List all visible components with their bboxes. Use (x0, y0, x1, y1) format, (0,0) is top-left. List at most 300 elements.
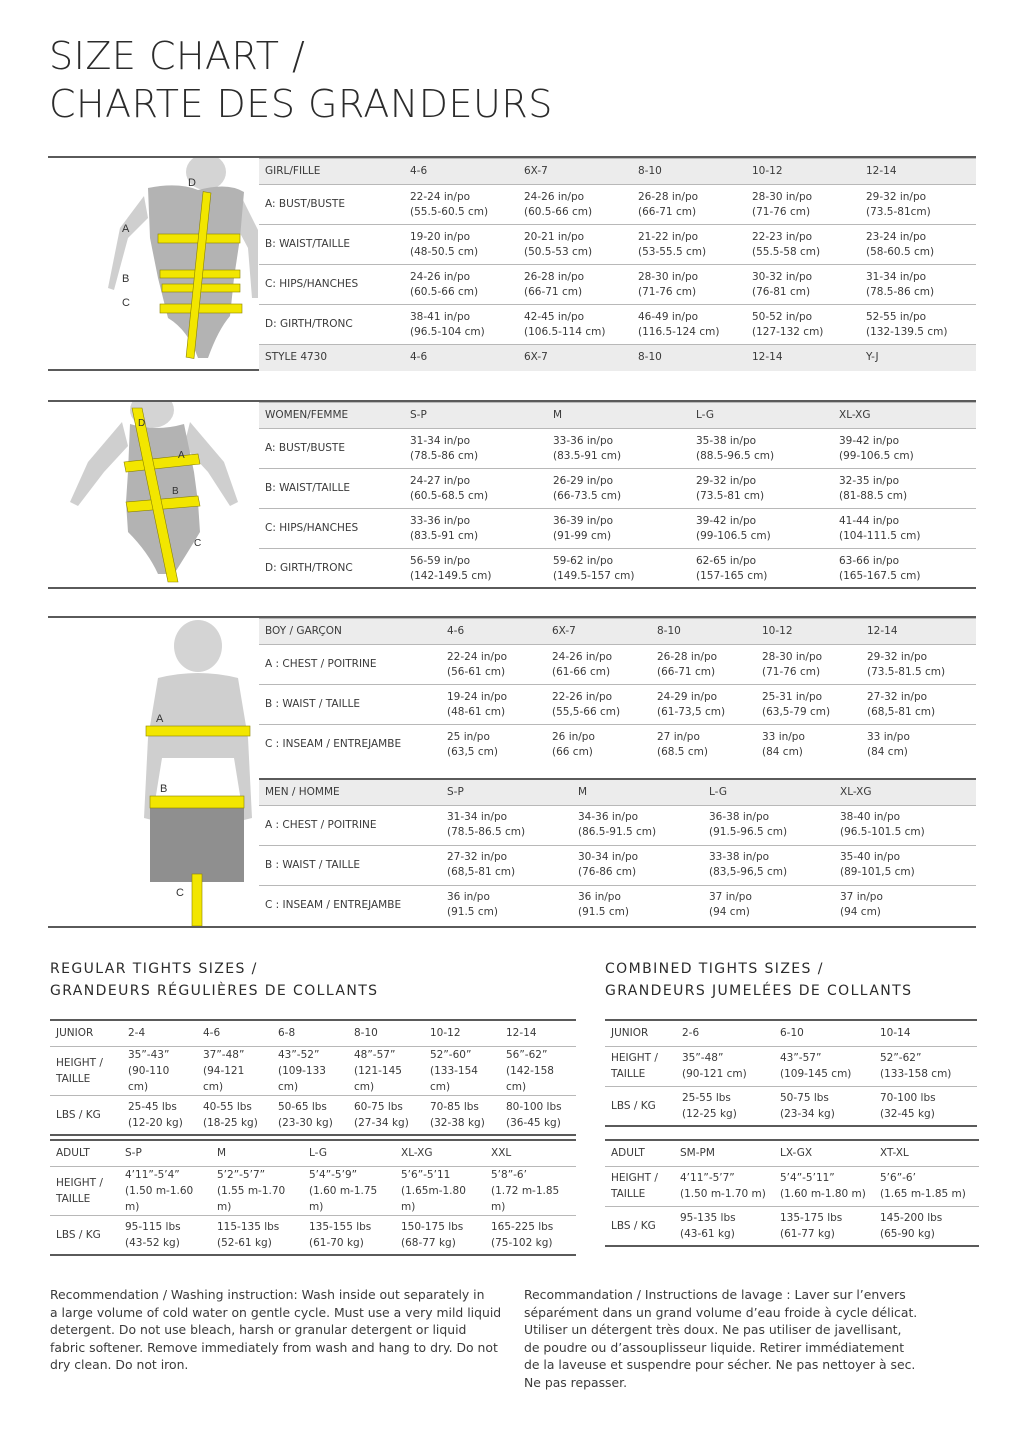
value-metric: (91.5-96.5 cm) (709, 826, 788, 838)
value-imperial: 26-28 in/po (638, 190, 699, 203)
value-imperial: 62-65 in/po (696, 554, 757, 567)
measurement-label: A : CHEST / POITRINE (259, 645, 441, 685)
value-primary: 43”-52” (278, 1048, 320, 1061)
regular-tights-junior-table (50, 1019, 576, 1136)
value-imperial: 23-24 in/po (866, 230, 927, 243)
size-value (303, 1166, 395, 1215)
value-imperial: 22-23 in/po (752, 230, 813, 243)
size-value (424, 1095, 500, 1135)
table-header-row (50, 1020, 576, 1046)
measurement-label (50, 1046, 122, 1095)
girl-body-illustration (48, 158, 258, 369)
size-value (834, 805, 976, 845)
value-secondary: (109-133 cm) (278, 1064, 326, 1093)
value-secondary: (32-45 kg) (880, 1107, 935, 1120)
table-row (259, 469, 976, 509)
value-imperial: 29-32 in/po (866, 190, 927, 203)
table-row (605, 1086, 977, 1126)
size-value (404, 305, 518, 345)
size-value (348, 1046, 424, 1095)
size-value (756, 725, 861, 765)
value-imperial: 38-40 in/po (840, 811, 901, 823)
value-metric: (94 cm) (840, 906, 881, 919)
girl-figure (48, 158, 258, 369)
value-imperial: 31-34 in/po (866, 270, 927, 283)
value-metric: (50.5-53 cm) (524, 245, 593, 258)
header-label: BOY / GARÇON (259, 619, 441, 645)
value-imperial: 28-30 in/po (638, 270, 699, 283)
combined-tights-adult-table (605, 1139, 979, 1247)
value-imperial: 36 in/po (578, 891, 621, 904)
value-secondary: (1.65m-1.80 m) (401, 1184, 466, 1213)
value-primary: 52”-60” (430, 1048, 472, 1061)
value-primary: 37”-48” (203, 1048, 245, 1061)
table-header-row (259, 403, 976, 429)
size-header: XL-XG (395, 1140, 485, 1166)
value-metric: (66-71 cm) (657, 665, 716, 678)
label-line: LBS / KG (56, 1108, 101, 1121)
value-metric: (83,5-96,5 cm) (709, 866, 788, 878)
value-metric: (84 cm) (867, 745, 908, 758)
value-metric: (60.5-66 cm) (524, 205, 593, 218)
value-imperial: 27 in/po (657, 730, 700, 743)
value-primary: 165-225 lbs (491, 1220, 554, 1233)
women-body-illustration (48, 402, 258, 587)
size-value (676, 1086, 774, 1126)
measurement-label (605, 1086, 676, 1126)
care-text-line: detergent. Do not use bleach, harsh or granular detergent or liquid (50, 1322, 467, 1337)
value-metric: (104-111.5 cm) (839, 529, 921, 542)
table-row (259, 305, 976, 345)
size-value (774, 1206, 874, 1246)
label-line: LBS / KG (611, 1219, 656, 1232)
label-line: HEIGHT / (56, 1056, 103, 1069)
size-value (119, 1166, 211, 1215)
value-secondary: (133-154 cm) (430, 1064, 478, 1093)
table-row (50, 1046, 576, 1095)
size-header: SM-PM (674, 1140, 774, 1166)
regular-tights-heading-line-2: GRANDEURS RÉGULIÈRES DE COLLANTS (50, 983, 379, 999)
care-text-line: Ne pas repasser. (524, 1374, 628, 1390)
size-value (404, 429, 547, 469)
table-row (259, 549, 976, 589)
size-value (690, 429, 833, 469)
label-line: HEIGHT / (56, 1176, 103, 1189)
table-row (259, 429, 976, 469)
value-metric: (127-132 cm) (752, 325, 824, 338)
table-row (259, 265, 976, 305)
size-header: 8-10 (632, 159, 746, 185)
measurement-label: D: GIRTH/TRONC (259, 549, 404, 589)
value-metric: (78.5-86.5 cm) (447, 826, 526, 838)
label-line: TAILLE (56, 1072, 91, 1085)
table-header-row (259, 619, 976, 645)
size-header: 6-8 (272, 1020, 348, 1046)
size-value (833, 549, 976, 589)
combined-tights-heading (605, 958, 912, 1002)
size-value (703, 885, 834, 925)
size-header: 10-12 (424, 1020, 500, 1046)
value-imperial: 24-26 in/po (552, 650, 613, 663)
value-secondary: (1.55 m-1.70 m) (217, 1184, 286, 1213)
value-imperial: 29-32 in/po (696, 474, 757, 487)
size-header: 12-14 (861, 619, 976, 645)
measurement-label: B : WAIST / TAILLE (259, 685, 441, 725)
size-header: 2-6 (676, 1020, 774, 1046)
value-imperial: 26 in/po (552, 730, 595, 743)
value-metric: (73.5-81cm) (866, 205, 931, 218)
value-metric: (149.5-157 cm) (553, 569, 635, 582)
value-imperial: 31-34 in/po (447, 811, 508, 823)
combined-tights-heading-line-2: GRANDEURS JUMELÉES DE COLLANTS (605, 983, 913, 999)
value-metric: (96.5-101.5 cm) (840, 826, 925, 838)
value-metric: (89-101,5 cm) (840, 866, 915, 878)
size-value (546, 685, 651, 725)
value-imperial: 35-40 in/po (840, 851, 901, 863)
value-imperial: 34-36 in/po (578, 811, 639, 823)
figure-label-a: A (122, 223, 130, 235)
value-imperial: 28-30 in/po (752, 190, 813, 203)
value-primary: 115-135 lbs (217, 1220, 280, 1233)
size-value (441, 645, 546, 685)
value-metric: (48-61 cm) (447, 705, 506, 718)
care-text-line: Recommendation / Washing instruction: Wash inside out separately in (50, 1287, 485, 1302)
table-row (50, 1215, 576, 1255)
women-size-table (259, 402, 976, 589)
value-secondary: (23-30 kg) (278, 1116, 333, 1129)
label-line: HEIGHT / (611, 1172, 658, 1184)
value-imperial: 22-24 in/po (447, 650, 508, 663)
size-value (774, 1086, 874, 1126)
size-header: 10-12 (756, 619, 861, 645)
size-value (860, 305, 976, 345)
measurement-label (605, 1046, 676, 1086)
size-value (518, 305, 632, 345)
measurement-label: B: WAIST/TAILLE (259, 225, 404, 265)
value-imperial: 31-34 in/po (410, 434, 471, 447)
size-header: 12-14 (500, 1020, 576, 1046)
style-size: 6X-7 (518, 345, 632, 371)
value-imperial: 36-39 in/po (553, 514, 614, 527)
size-value (572, 805, 703, 845)
size-value (874, 1046, 977, 1086)
size-value (441, 885, 572, 925)
size-header: 4-6 (404, 159, 518, 185)
size-header: 2-4 (122, 1020, 197, 1046)
size-value (861, 685, 976, 725)
size-value (211, 1215, 303, 1255)
value-metric: (94 cm) (709, 906, 750, 919)
value-secondary: (27-34 kg) (354, 1116, 409, 1129)
size-value (746, 185, 860, 225)
size-header: XL-XG (833, 403, 976, 429)
value-imperial: 30-32 in/po (752, 270, 813, 283)
value-secondary: (1.50 m-1.60 m) (125, 1184, 194, 1213)
measurement-label: A : CHEST / POITRINE (259, 805, 441, 845)
size-value (651, 725, 756, 765)
size-value (746, 225, 860, 265)
size-header: 8-10 (651, 619, 756, 645)
value-imperial: 32-35 in/po (839, 474, 900, 487)
value-primary: 5’4”-5’11” (780, 1172, 835, 1184)
value-primary: 35”-43” (128, 1048, 170, 1061)
value-imperial: 41-44 in/po (839, 514, 900, 527)
value-metric: (68,5-81 cm) (447, 866, 516, 878)
size-value (404, 185, 518, 225)
size-value (834, 885, 976, 925)
value-metric: (61-73,5 cm) (657, 705, 726, 718)
size-value (546, 645, 651, 685)
value-secondary: (65-90 kg) (880, 1227, 935, 1240)
male-body-illustration (48, 618, 258, 926)
measurement-label (50, 1166, 119, 1215)
value-metric: (66-71 cm) (638, 205, 697, 218)
table-header-row (605, 1140, 979, 1166)
value-primary: 25-55 lbs (682, 1091, 731, 1104)
size-value (500, 1046, 576, 1095)
measurement-label: C: HIPS/HANCHES (259, 509, 404, 549)
size-value (874, 1166, 979, 1206)
value-primary: 56”-62” (506, 1048, 548, 1061)
value-imperial: 19-20 in/po (410, 230, 471, 243)
value-metric: (91-99 cm) (553, 529, 612, 542)
size-header: M (547, 403, 690, 429)
value-secondary: (68-77 kg) (401, 1236, 456, 1249)
measurement-label: B: WAIST/TAILLE (259, 469, 404, 509)
size-value (197, 1095, 272, 1135)
value-metric: (66-71 cm) (524, 285, 583, 298)
table-header-row (50, 1140, 576, 1166)
value-imperial: 33-36 in/po (410, 514, 471, 527)
size-value (833, 469, 976, 509)
size-value (441, 805, 572, 845)
value-secondary: (94-121 cm) (203, 1064, 245, 1093)
value-secondary: (36-45 kg) (506, 1116, 561, 1129)
value-imperial: 33-38 in/po (709, 851, 770, 863)
value-primary: 35”-48” (682, 1052, 724, 1064)
value-secondary: (1.50 m-1.70 m) (680, 1188, 766, 1200)
size-value (546, 725, 651, 765)
regular-tights-adult-table (50, 1139, 576, 1256)
value-metric: (76-86 cm) (578, 866, 637, 878)
value-metric: (132-139.5 cm) (866, 325, 948, 338)
size-value (651, 645, 756, 685)
measurement-label: C : INSEAM / ENTREJAMBE (259, 725, 441, 765)
boy-men-size-block (48, 616, 976, 928)
value-primary: 80-100 lbs (506, 1100, 562, 1113)
regular-tights-heading (50, 958, 378, 1002)
value-metric: (55.5-58 cm) (752, 245, 821, 258)
size-header: 12-14 (860, 159, 976, 185)
size-header: XL-XG (834, 779, 976, 805)
size-value (674, 1206, 774, 1246)
size-value (834, 845, 976, 885)
table-row (605, 1206, 979, 1246)
page-title (49, 32, 553, 128)
table-row (259, 685, 976, 725)
measurement-label (50, 1215, 119, 1255)
size-value (404, 509, 547, 549)
value-imperial: 19-24 in/po (447, 690, 508, 703)
size-value (676, 1046, 774, 1086)
size-value (424, 1046, 500, 1095)
figure-label-b: B (122, 273, 130, 285)
style-size: 12-14 (746, 345, 860, 371)
value-metric: (99-106.5 cm) (696, 529, 771, 542)
size-header: 10-14 (874, 1020, 977, 1046)
value-imperial: 37 in/po (840, 891, 883, 904)
size-value (122, 1095, 197, 1135)
size-value (674, 1166, 774, 1206)
value-metric: (81-88.5 cm) (839, 489, 908, 502)
size-value (572, 845, 703, 885)
measurement-label: D: GIRTH/TRONC (259, 305, 404, 345)
size-header: 6X-7 (546, 619, 651, 645)
value-primary: 150-175 lbs (401, 1220, 464, 1233)
value-metric: (142-149.5 cm) (410, 569, 492, 582)
women-figure (48, 402, 258, 587)
care-text-line: Utiliser un détergent très doux. Ne pas utiliser de javellisant, (524, 1322, 902, 1337)
care-text-line: a large volume of cold water on gentle cycle. Must use a very mild liquid (50, 1304, 502, 1320)
value-metric: (66-73.5 cm) (553, 489, 622, 502)
size-value (860, 185, 976, 225)
value-primary: 5’6”-6’ (880, 1172, 916, 1184)
value-primary: 70-100 lbs (880, 1091, 936, 1104)
figure-label-c: C (122, 297, 130, 309)
size-value (572, 885, 703, 925)
size-value (500, 1095, 576, 1135)
table-header-row (259, 779, 976, 805)
value-metric: (91.5 cm) (578, 906, 629, 919)
girl-size-table (259, 158, 976, 371)
value-imperial: 50-52 in/po (752, 310, 813, 323)
value-imperial: 26-28 in/po (657, 650, 718, 663)
figure-label-c: C (176, 887, 184, 899)
value-metric: (157-165 cm) (696, 569, 768, 582)
value-primary: 95-135 lbs (680, 1211, 736, 1224)
size-value (632, 185, 746, 225)
measurement-label: C: HIPS/HANCHES (259, 265, 404, 305)
value-metric: (56-61 cm) (447, 665, 506, 678)
label-line: TAILLE (611, 1188, 646, 1200)
size-value (632, 305, 746, 345)
value-imperial: 24-26 in/po (524, 190, 585, 203)
boy-men-figure (48, 618, 258, 926)
value-metric: (71-76 cm) (762, 665, 821, 678)
size-header: M (572, 779, 703, 805)
value-secondary: (43-52 kg) (125, 1236, 180, 1249)
care-text-line: fabric softener. Remove immediately from wash and hang to dry. Do not (50, 1339, 498, 1355)
value-secondary: (142-158 cm) (506, 1064, 554, 1093)
value-metric: (48-50.5 cm) (410, 245, 479, 258)
value-primary: 52”-62” (880, 1052, 922, 1064)
value-secondary: (12-20 kg) (128, 1116, 183, 1129)
value-secondary: (32-38 kg) (430, 1116, 485, 1129)
size-value (348, 1095, 424, 1135)
men-size-table (259, 778, 976, 925)
value-secondary: (133-158 cm) (880, 1068, 952, 1080)
title-line-1: SIZE CHART / (49, 34, 306, 78)
size-value (651, 685, 756, 725)
table-row (50, 1095, 576, 1135)
value-primary: 40-55 lbs (203, 1100, 252, 1113)
size-value (874, 1206, 979, 1246)
value-metric: (68.5 cm) (657, 745, 708, 758)
value-metric: (53-55.5 cm) (638, 245, 707, 258)
size-value (518, 265, 632, 305)
size-header: S-P (119, 1140, 211, 1166)
size-value (756, 685, 861, 725)
style-label: STYLE 4730 (259, 345, 404, 371)
value-imperial: 29-32 in/po (867, 650, 928, 663)
size-value (122, 1046, 197, 1095)
value-metric: (83.5-91 cm) (553, 449, 622, 462)
size-value (874, 1086, 977, 1126)
size-header: L-G (690, 403, 833, 429)
size-value (272, 1046, 348, 1095)
size-value (833, 509, 976, 549)
size-value (774, 1166, 874, 1206)
value-imperial: 27-32 in/po (867, 690, 928, 703)
value-imperial: 22-26 in/po (552, 690, 613, 703)
value-imperial: 36 in/po (447, 891, 490, 904)
value-metric: (88.5-96.5 cm) (696, 449, 775, 462)
size-value (441, 725, 546, 765)
value-primary: 145-200 lbs (880, 1211, 943, 1224)
value-metric: (63,5-79 cm) (762, 705, 831, 718)
value-metric: (91.5 cm) (447, 906, 498, 919)
value-imperial: 25-31 in/po (762, 690, 823, 703)
value-metric: (60.5-68.5 cm) (410, 489, 489, 502)
style-size: 4-6 (404, 345, 518, 371)
size-value (690, 549, 833, 589)
header-label: JUNIOR (50, 1020, 122, 1046)
table-row (259, 225, 976, 265)
value-imperial: 38-41 in/po (410, 310, 471, 323)
value-secondary: (109-145 cm) (780, 1068, 852, 1080)
size-value (774, 1046, 874, 1086)
table-row (259, 805, 976, 845)
size-value (861, 645, 976, 685)
regular-tights-heading-line-1: REGULAR TIGHTS SIZES / (50, 961, 258, 977)
size-value (518, 225, 632, 265)
value-metric: (55,5-66 cm) (552, 705, 621, 718)
size-value (395, 1215, 485, 1255)
figure-label-b: B (160, 783, 168, 795)
size-value (746, 305, 860, 345)
size-value (690, 509, 833, 549)
value-secondary: (43-61 kg) (680, 1227, 735, 1240)
size-header: 4-6 (197, 1020, 272, 1046)
value-metric: (78.5-86 cm) (410, 449, 479, 462)
size-header: LX-GX (774, 1140, 874, 1166)
size-header: M (211, 1140, 303, 1166)
value-imperial: 35-38 in/po (696, 434, 757, 447)
size-value (703, 845, 834, 885)
value-imperial: 22-24 in/po (410, 190, 471, 203)
boy-size-table (259, 618, 976, 765)
value-primary: 60-75 lbs (354, 1100, 403, 1113)
size-value (690, 469, 833, 509)
value-imperial: 33 in/po (867, 730, 910, 743)
size-value (485, 1166, 576, 1215)
table-row (259, 509, 976, 549)
size-value (272, 1095, 348, 1135)
table-header-row (605, 1020, 977, 1046)
measurement-label (605, 1166, 674, 1206)
value-metric: (68,5-81 cm) (867, 705, 936, 718)
value-metric: (58-60.5 cm) (866, 245, 935, 258)
